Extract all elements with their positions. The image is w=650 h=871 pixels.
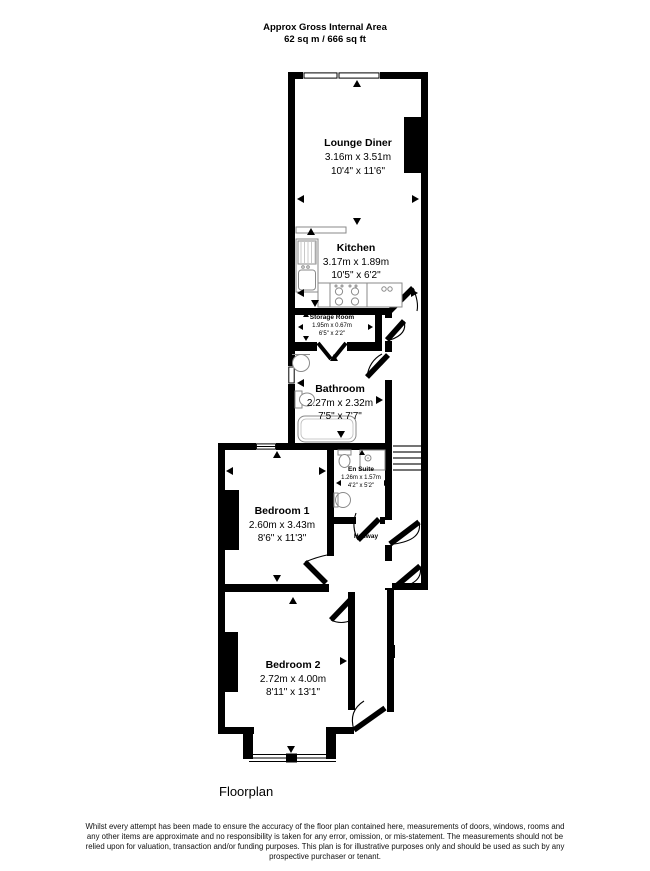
bathroom-name: Bathroom (315, 383, 365, 395)
door-leaf (390, 522, 419, 544)
disclaimer-line: relied upon for valuation, transaction and/or funding purposes. This plan is for illustrative purposes only and should be used as such by any (85, 842, 565, 851)
bathroom-imperial: 7'5" x 7'7" (318, 411, 362, 422)
door-entrance (352, 701, 385, 730)
door-swing-arc (305, 555, 327, 562)
wash-basin (293, 355, 310, 372)
room-labels (249, 137, 392, 698)
ensuite-name: En Suite (347, 466, 375, 473)
bathroom-metric: 2.27m x 2.32m (306, 398, 374, 409)
door-bedroom1 (305, 555, 327, 583)
area-header-title: Approx Gross Internal Area (263, 22, 387, 33)
doors (305, 288, 421, 730)
kitchen-imperial: 10'5" x 6'2" (331, 270, 381, 281)
area-header-value: 62 sq m / 666 sq ft (284, 34, 366, 45)
staircase (393, 446, 421, 470)
storage-name: Storage Room (309, 314, 355, 321)
lounge-window (304, 73, 337, 78)
lounge-diner-name: Lounge Diner (324, 137, 392, 149)
door-bathroom (367, 354, 388, 377)
door-leaf (354, 708, 385, 730)
lounge-diner-metric: 3.16m x 3.51m (324, 152, 392, 163)
disclaimer-line: prospective purchaser or tenant. (269, 852, 381, 861)
room-label-lounge-diner (324, 137, 392, 177)
shower-drain-dot (367, 457, 369, 459)
room-label-bedroom2 (260, 659, 326, 698)
bay-window-mullion (286, 754, 297, 763)
bedroom2-name: Bedroom 2 (265, 659, 321, 671)
bedroom1-metric: 2.60m x 3.43m (248, 520, 316, 531)
worktop (296, 227, 346, 233)
room-label-bedroom1 (249, 505, 315, 544)
bedroom2-imperial: 8'11" x 13'1" (265, 687, 321, 698)
room-label-kitchen (323, 242, 389, 281)
lounge-window (339, 73, 379, 78)
disclaimer (0, 822, 650, 862)
disclaimer-line: Whilst every attempt has been made to ensure the accuracy of the floor plan contained here, measurements of doors, windows, rooms and (85, 822, 565, 831)
room-label-hallway (354, 533, 379, 540)
bedroom1-imperial: 8'6" x 11'3" (257, 533, 307, 544)
hallway-name: Hallway (353, 533, 379, 540)
bedroom2-metric: 2.72m x 4.00m (259, 674, 327, 685)
floorplan-caption: Floorplan (219, 784, 274, 799)
kitchen-name: Kitchen (336, 242, 376, 254)
door-hallway-upper (390, 522, 419, 544)
ensuite-imperial: 4'2" x 5'2" (347, 483, 375, 489)
door-leaf (305, 562, 326, 583)
bedroom1-name: Bedroom 1 (254, 505, 310, 517)
disclaimer-line: any other items are approximate and no responsibility is taken for any error, omission, or mis-statement. The measurements should not be (86, 832, 564, 841)
storage-imperial: 6'5" x 2'2" (318, 331, 346, 337)
room-label-storage-room (310, 314, 355, 337)
storage-metric: 1.95m x 0.67m (312, 323, 352, 329)
lounge-diner-imperial: 10'4" x 11'6" (330, 166, 386, 177)
bathroom-window (289, 367, 294, 383)
ensuite-metric: 1.26m x 1.57m (341, 475, 381, 481)
kitchen-metric: 3.17m x 1.89m (322, 257, 390, 268)
